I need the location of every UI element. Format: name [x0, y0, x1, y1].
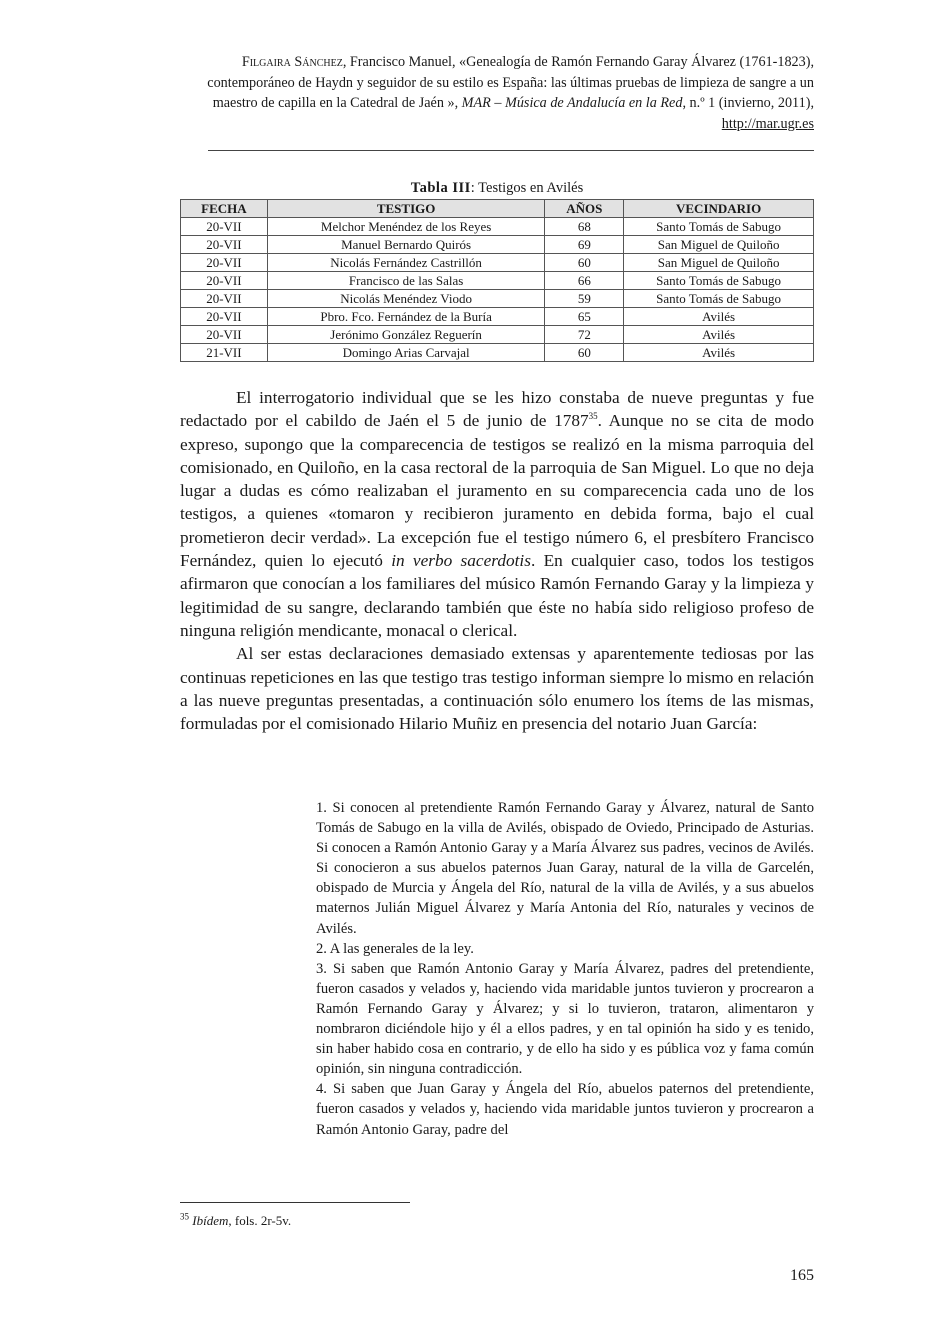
footnote-ibidem: Ibídem [192, 1213, 229, 1228]
cell-vecindario: Avilés [624, 308, 814, 326]
citation-text: , Francisco Manuel, «Genealogía de Ramón Fernando Garay Álvarez (1761-1823), contemporáneo de Haydn y seguidor de su estilo es España: las últimas pruebas de limpieza de sangre a un maestro de capilla en la Catedral de Jaén », [207, 54, 814, 111]
cell-vecindario: Santo Tomás de Sabugo [624, 218, 814, 236]
cell-fecha: 20-VII [181, 290, 268, 308]
citation-url-link[interactable]: http://mar.ugr.es [721, 115, 814, 132]
latin-phrase: in verbo sacerdotis [391, 551, 531, 571]
body-paragraph-1: El interrogatorio individual que se les hizo constaba de nueve preguntas y fue redactado por el cabildo de Jaén el 5 de junio de 1787$^{35}$. Aunque no se cita de modo expreso, supongo que la comparecencia de testigos se realizó en la misma parroquia del comisionado, en Quiloño, en la casa rectoral de la parroquia de San Miguel. Lo que no deja lugar a dudas es cómo realizaban el juramento en su comparecencia cada uno de los testigos, a quienes «tomaron y recibieron juramento en debida forma, bajo el cual prometieron decir verdad». La excepción fue el testigo número 6, el presbítero Francisco Fernández, quien lo ejecutó in verbo sacerdotis. En cualquier caso, todos los testigos afirmaron que conocían a los familiares del músico Ramón Fernando Garay y la limpieza y legitimidad de su sangre, declarando también que éste no había sido religioso profeso de ninguna religión mendicante, monacal o clerical. [180, 388, 814, 640]
questionnaire-quote [316, 798, 814, 1140]
cell-fecha: 20-VII [181, 272, 268, 290]
cell-testigo: Nicolás Fernández Castrillón [267, 254, 545, 272]
table-row [181, 308, 814, 326]
cell-anos: 69 [545, 236, 624, 254]
footnote-divider [180, 1202, 410, 1203]
cell-fecha: 20-VII [181, 254, 268, 272]
body-text [180, 386, 814, 735]
table-row [181, 236, 814, 254]
cell-testigo: Francisco de las Salas [267, 272, 545, 290]
cell-anos: 66 [545, 272, 624, 290]
header-anos: AÑOS [545, 200, 624, 218]
cell-testigo: Jerónimo González Reguerín [267, 326, 545, 344]
cell-testigo: Manuel Bernardo Quirós [267, 236, 545, 254]
cell-testigo: Melchor Menéndez de los Reyes [267, 218, 545, 236]
question-item-1: 1. Si conocen al pretendiente Ramón Fernando Garay y Álvarez, natural de Santo Tomás de Sabugo en la villa de Avilés, obispado de Oviedo, Principado de Asturias. Si conocen a Ramón Antonio Garay y a María Álvarez sus padres, vecinos de Avilés. Si conocieron a sus abuelos paternos Juan Garay, natural de la villa de Garcelén, obispado de Murcia y Ángela del Río, natural de la villa de Avilés, y a sus abuelos maternos Julián Miguel Álvarez y María Antonia del Río, naturales y vecinos de Avilés. [316, 800, 814, 937]
cell-anos: 72 [545, 326, 624, 344]
cell-anos: 60 [545, 344, 624, 362]
footnote [180, 1213, 291, 1229]
witness-table [180, 199, 814, 362]
table-caption [180, 180, 814, 197]
question-item-4: 4. Si saben que Juan Garay y Ángela del Río, abuelos paternos del pretendiente, fueron casados y velados y, haciendo vida maridable juntos tuvieron y procrearon a Ramón Antonio Garay, padre del [316, 1081, 814, 1138]
cell-anos: 60 [545, 254, 624, 272]
citation-header [180, 52, 814, 134]
table-caption-text: : Testigos en Avilés [470, 180, 584, 196]
table-row [181, 326, 814, 344]
cell-vecindario: Santo Tomás de Sabugo [624, 290, 814, 308]
cell-testigo: Nicolás Menéndez Viodo [267, 290, 545, 308]
page-number: 165 [790, 1267, 814, 1284]
cell-vecindario: Avilés [624, 326, 814, 344]
citation-journal: MAR – Música de Andalucía en la Red [461, 95, 683, 111]
cell-fecha: 20-VII [181, 236, 268, 254]
table-row [181, 254, 814, 272]
table-row [181, 344, 814, 362]
cell-fecha: 20-VII [181, 218, 268, 236]
cell-vecindario: San Miguel de Quiloño [624, 236, 814, 254]
footnote-text: , fols. 2r-5v. [228, 1213, 292, 1228]
question-item-2: 2. A las generales de la ley. [316, 940, 474, 957]
cell-vecindario: Avilés [624, 344, 814, 362]
body-paragraph-2: Al ser estas declaraciones demasiado extensas y aparentemente tediosas por las continuas repeticiones en las que testigo tras testigo informan siempre lo mismo en relación a las nueve preguntas presentadas, a continuación sólo enumero los ítems de las mismas, formuladas por el comisionado Hilario Muñiz en presencia del notario Juan García: [180, 644, 814, 734]
cell-vecindario: Santo Tomás de Sabugo [624, 272, 814, 290]
cell-anos: 68 [545, 218, 624, 236]
question-item-3: 3. Si saben que Ramón Antonio Garay y María Álvarez, padres del pretendiente, fueron casados y velados y, haciendo vida maridable juntos tuvieron y procrearon a Ramón Fernando Garay y Álvarez; y si lo tuvieron, trataron, alimentaron y nombraron diciéndole hijo y él a ellos padres, y en tal opinión ha sido y es tenido, sin haber habido cosa en contrario, y de ello ha sido y es pública voz y fama común opinión, sin ninguna contradicción. [316, 960, 814, 1078]
footnote-number: 35 [180, 1211, 189, 1222]
header-testigo: TESTIGO [267, 200, 545, 218]
citation-issue: , n.º 1 (invierno, 2011), [682, 95, 814, 111]
cell-testigo: Domingo Arias Carvajal [267, 344, 545, 362]
header-fecha: FECHA [181, 200, 268, 218]
cell-vecindario: San Miguel de Quiloño [624, 254, 814, 272]
cell-fecha: 20-VII [181, 326, 268, 344]
citation-author: Filgaira Sánchez [241, 54, 343, 70]
cell-anos: 59 [545, 290, 624, 308]
cell-fecha: 21-VII [181, 344, 268, 362]
table-row [181, 218, 814, 236]
cell-anos: 65 [545, 308, 624, 326]
table-header-row [181, 200, 814, 218]
cell-testigo: Pbro. Fco. Fernández de la Buría [267, 308, 545, 326]
header-divider [208, 150, 814, 151]
table-row [181, 290, 814, 308]
table-caption-label: Tabla III [410, 180, 471, 196]
header-vecindario: VECINDARIO [624, 200, 814, 218]
table-row [181, 272, 814, 290]
cell-fecha: 20-VII [181, 308, 268, 326]
footnote-ref[interactable]: 35 [588, 411, 598, 422]
